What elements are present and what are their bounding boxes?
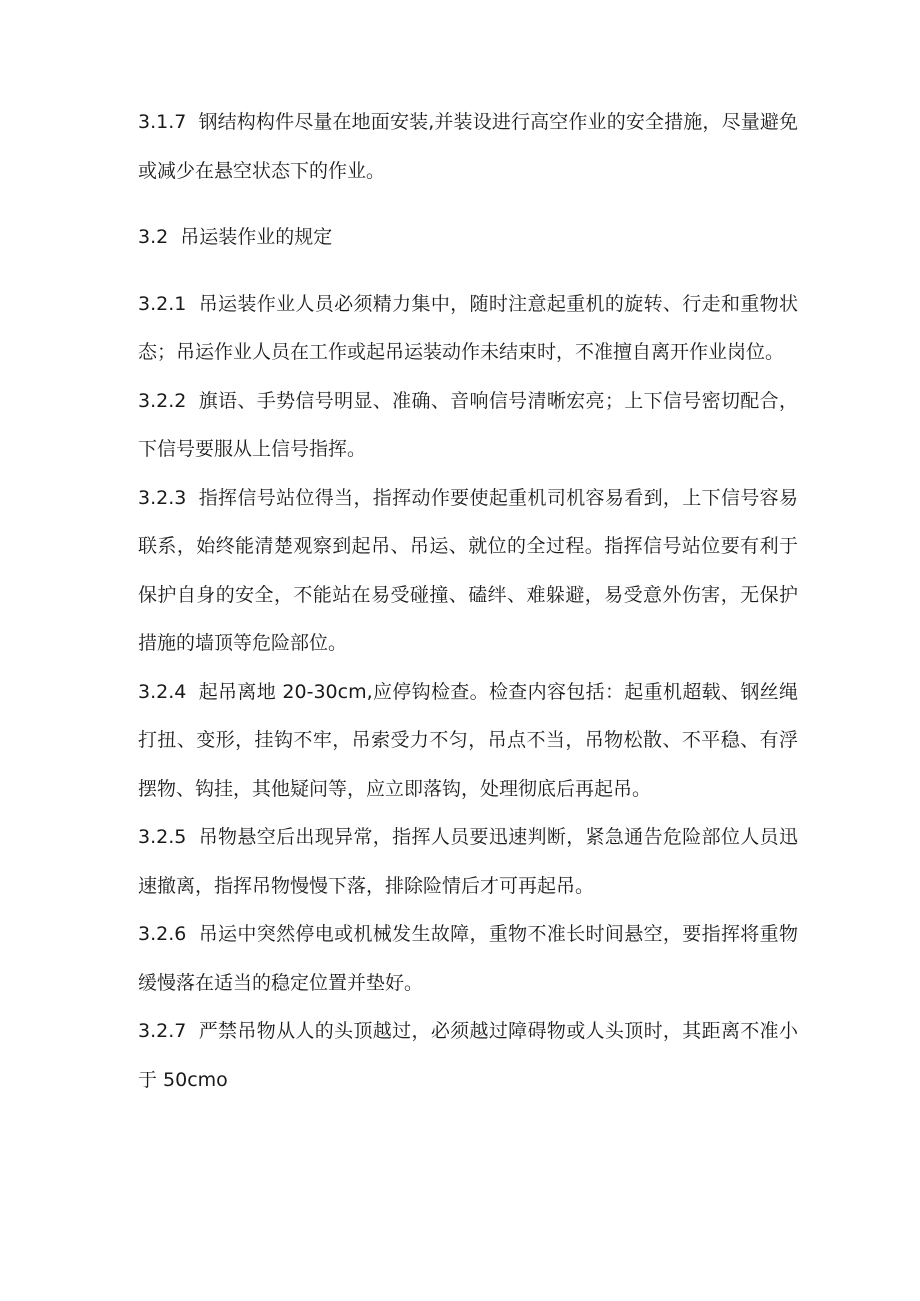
paragraph-3-2-6 [138, 910, 798, 1007]
section-title: 吊运装作业的规定 [180, 226, 333, 248]
clause-text: 吊物悬空后出现异常，指挥人员要迅速判断，紧急通告危险部位人员迅速撤离，指挥吊物慢慢下落，排除险情后才可再起吊。 [138, 826, 798, 897]
clause-number: 3.2.4 [138, 680, 187, 703]
paragraph-3-2-5 [138, 813, 798, 910]
clause-number: 3.2.6 [138, 923, 187, 945]
clause-text: 起吊离地 20-30cm,应停钩检查。检查内容包括：起重机超载、钢丝绳打扭、变形，挂钩不牢，吊索受力不匀，吊点不当，吊物松散、不平稳、有浮摆物、钩挂，其他疑问等，应立即落钩，处理彻底后再起吊。 [138, 680, 798, 800]
paragraph-3-2-1 [138, 280, 798, 377]
section-heading-3-2 [138, 213, 798, 262]
paragraph-3-2-3 [138, 474, 798, 668]
clause-number: 3.2.5 [138, 826, 187, 848]
clause-text: 旗语、手势信号明显、准确、音响信号清晰宏亮；上下信号密切配合，下信号要服从上信号指挥。 [138, 389, 798, 460]
clause-text: 吊运装作业人员必须精力集中，随时注意起重机的旋转、行走和重物状态；吊运作业人员在工作或起吊运装动作未结束时，不准擅自离开作业岗位。 [138, 292, 798, 363]
clause-number: 3.2.7 [138, 1020, 187, 1042]
paragraph-3-2-2 [138, 377, 798, 474]
clause-number: 3.1.7 [138, 111, 187, 133]
clause-number: 3.2.2 [138, 389, 187, 412]
clause-number: 3.2.3 [138, 486, 187, 509]
document-body [138, 98, 798, 1104]
clause-number: 3.2.1 [138, 292, 187, 315]
clause-text: 吊运中突然停电或机械发生故障，重物不准长时间悬空，要指挥将重物缓慢落在适当的稳定位置并垫好。 [138, 923, 798, 994]
clause-text: 严禁吊物从人的头顶越过，必须越过障碍物或人头顶时，其距离不准小于 50cmo [138, 1020, 798, 1091]
section-number: 3.2 [138, 226, 169, 248]
paragraph-3-2-4 [138, 668, 798, 814]
clause-text: 指挥信号站位得当，指挥动作要使起重机司机容易看到，上下信号容易联系，始终能清楚观察到起吊、吊运、就位的全过程。指挥信号站位要有利于保护自身的安全，不能站在易受碰撞、磕绊、难躲避，易受意外伤害，无保护措施的墙顶等危险部位。 [138, 486, 798, 654]
paragraph-3-1-7 [138, 98, 798, 195]
paragraph-3-2-7 [138, 1007, 798, 1104]
clause-text: 钢结构构件尽量在地面安装,并装设进行高空作业的安全措施，尽量避免或减少在悬空状态下的作业。 [138, 111, 798, 182]
